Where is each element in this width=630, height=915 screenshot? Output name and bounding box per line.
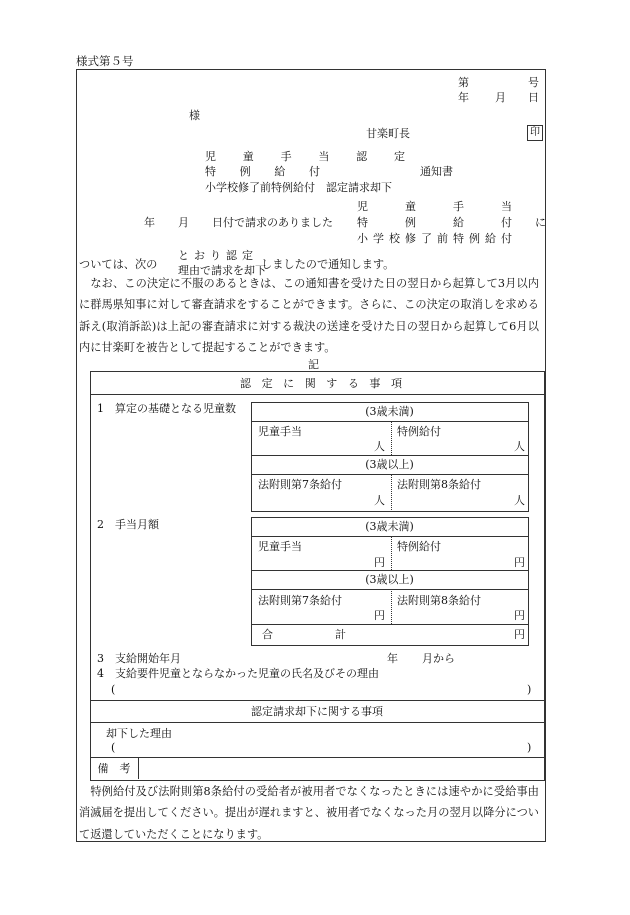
request-option-jido: 児 童 手 当 xyxy=(357,200,512,213)
rule xyxy=(138,757,139,779)
footer-note: 特例給付及び法附則第8条給付の受給者が被用者でなくなったときには速やかに受給事由消滅届を提出してください。提出が遅れますと、被用者でなくなった月の翌月以降分について返還していただくことになります。 xyxy=(79,785,539,841)
dotted-divider xyxy=(391,589,392,624)
monthly-amount-total-unit: 円 xyxy=(514,628,525,641)
form-number: 様式第５号 xyxy=(76,54,134,68)
rule xyxy=(251,624,528,625)
result-option-kyakka: 理由で請求を却下 xyxy=(178,264,266,277)
ki-label: 記 xyxy=(308,358,319,371)
monthly-amount-under3: (3歳未満) xyxy=(365,520,414,533)
rule xyxy=(251,455,528,456)
result-suffix: しましたので通知します。 xyxy=(261,258,395,271)
child-count-fusoku8-unit: 人 xyxy=(514,494,525,507)
child-count-jido-unit: 人 xyxy=(374,440,385,453)
monthly-amount-jido-unit: 円 xyxy=(374,556,385,569)
rule xyxy=(251,536,528,537)
child-count-tokurei-label: 特例給付 xyxy=(397,425,441,438)
request-year: 年 xyxy=(144,216,155,229)
notice-title-row1: 児 童 手 当 認 定 xyxy=(205,150,405,163)
child-count-box xyxy=(251,402,529,512)
item3-year: 年 xyxy=(387,652,398,665)
child-count-fusoku7-unit: 人 xyxy=(374,494,385,507)
rule xyxy=(90,757,544,758)
issuer-title: 甘楽町長 xyxy=(366,127,410,140)
request-ni: に xyxy=(535,216,546,229)
child-count-under3: (3歳未満) xyxy=(365,405,414,418)
biko-label: 備 考 xyxy=(97,762,131,775)
issue-date-year: 年 xyxy=(458,91,469,104)
request-text: 日付で請求のありました xyxy=(212,216,333,229)
monthly-amount-tokurei-label: 特例給付 xyxy=(397,540,441,553)
dotted-divider xyxy=(391,421,392,455)
child-count-tokurei-unit: 人 xyxy=(514,440,525,453)
kyakka-paren-open: ( xyxy=(111,741,116,754)
rule xyxy=(251,589,528,590)
monthly-amount-tokurei-unit: 円 xyxy=(514,556,525,569)
issue-number-go: 号 xyxy=(528,76,539,89)
request-option-tokurei: 特 例 給 付 xyxy=(357,216,512,229)
notice-title-row2: 特 例 給 付 xyxy=(205,165,320,178)
monthly-amount-total-label: 合 計 xyxy=(262,628,346,641)
item3-month-from: 月から xyxy=(422,652,455,665)
monthly-amount-over3: (3歳以上) xyxy=(365,573,414,586)
kyakka-paren-close: ) xyxy=(527,741,532,754)
addressee-honorific: 様 xyxy=(189,109,200,122)
item4-paren-open: ( xyxy=(111,683,116,696)
dotted-divider xyxy=(391,536,392,570)
rule xyxy=(251,474,528,475)
child-count-fusoku7-label: 法附則第7条給付 xyxy=(258,478,342,491)
notice-title-row3: 小学校修了前特例給付 認定請求却下 xyxy=(205,181,392,194)
monthly-amount-fusoku7-label: 法附則第7条給付 xyxy=(258,594,342,607)
kyakka-heading: 認定請求却下に関する事項 xyxy=(251,705,383,718)
child-count-jido-label: 児童手当 xyxy=(258,425,302,438)
monthly-amount-fusoku8-unit: 円 xyxy=(514,609,525,622)
child-count-fusoku8-label: 法附則第8条給付 xyxy=(397,478,481,491)
notice-title-suffix: 通知書 xyxy=(420,165,453,178)
issue-date-day: 日 xyxy=(528,91,539,104)
monthly-amount-fusoku7-unit: 円 xyxy=(374,609,385,622)
request-month: 月 xyxy=(178,216,189,229)
monthly-amount-fusoku8-label: 法附則第8条給付 xyxy=(397,594,481,607)
item2-label: 2 手当月額 xyxy=(97,518,159,531)
kyakka-reason-label: 却下した理由 xyxy=(106,727,172,740)
issue-number-dai: 第 xyxy=(458,76,469,89)
appeal-notice: なお、この決定に不服のあるときは、この通知書を受けた日の翌日から起算して3月以内に群馬県知事に対して審査請求をすることができます。さらに、この決定の取消しを求める訴え(取消訴訟)は上記の審査請求に対する裁決の送達を受けた日の翌日から起算して6月以内に甘楽町を被告として提起することができます。 xyxy=(79,277,539,354)
child-count-over3: (3歳以上) xyxy=(365,458,414,471)
item4-paren-close: ) xyxy=(527,683,532,696)
seal-mark: 印 xyxy=(527,125,543,141)
item3-label: 3 支給開始年月 xyxy=(97,652,181,665)
details-heading-rule xyxy=(90,394,544,395)
result-option-nintei: と お り 認 定 xyxy=(178,249,253,262)
rule xyxy=(90,700,544,701)
rule xyxy=(90,722,544,723)
result-prefix: ついては、次の xyxy=(79,258,158,271)
item4-label: 4 支給要件児童とならなかった児童の氏名及びその理由 xyxy=(97,667,379,680)
rule xyxy=(251,570,528,571)
dotted-divider xyxy=(391,474,392,510)
request-option-shogakko: 小 学 校 修 了 前 特 例 給 付 xyxy=(357,232,512,245)
item1-label: 1 算定の基礎となる児童数 xyxy=(97,402,236,415)
rule xyxy=(251,421,528,422)
monthly-amount-jido-label: 児童手当 xyxy=(258,540,302,553)
nintei-heading: 認 定 に 関 す る 事 項 xyxy=(240,377,402,390)
issue-date-month: 月 xyxy=(495,91,506,104)
